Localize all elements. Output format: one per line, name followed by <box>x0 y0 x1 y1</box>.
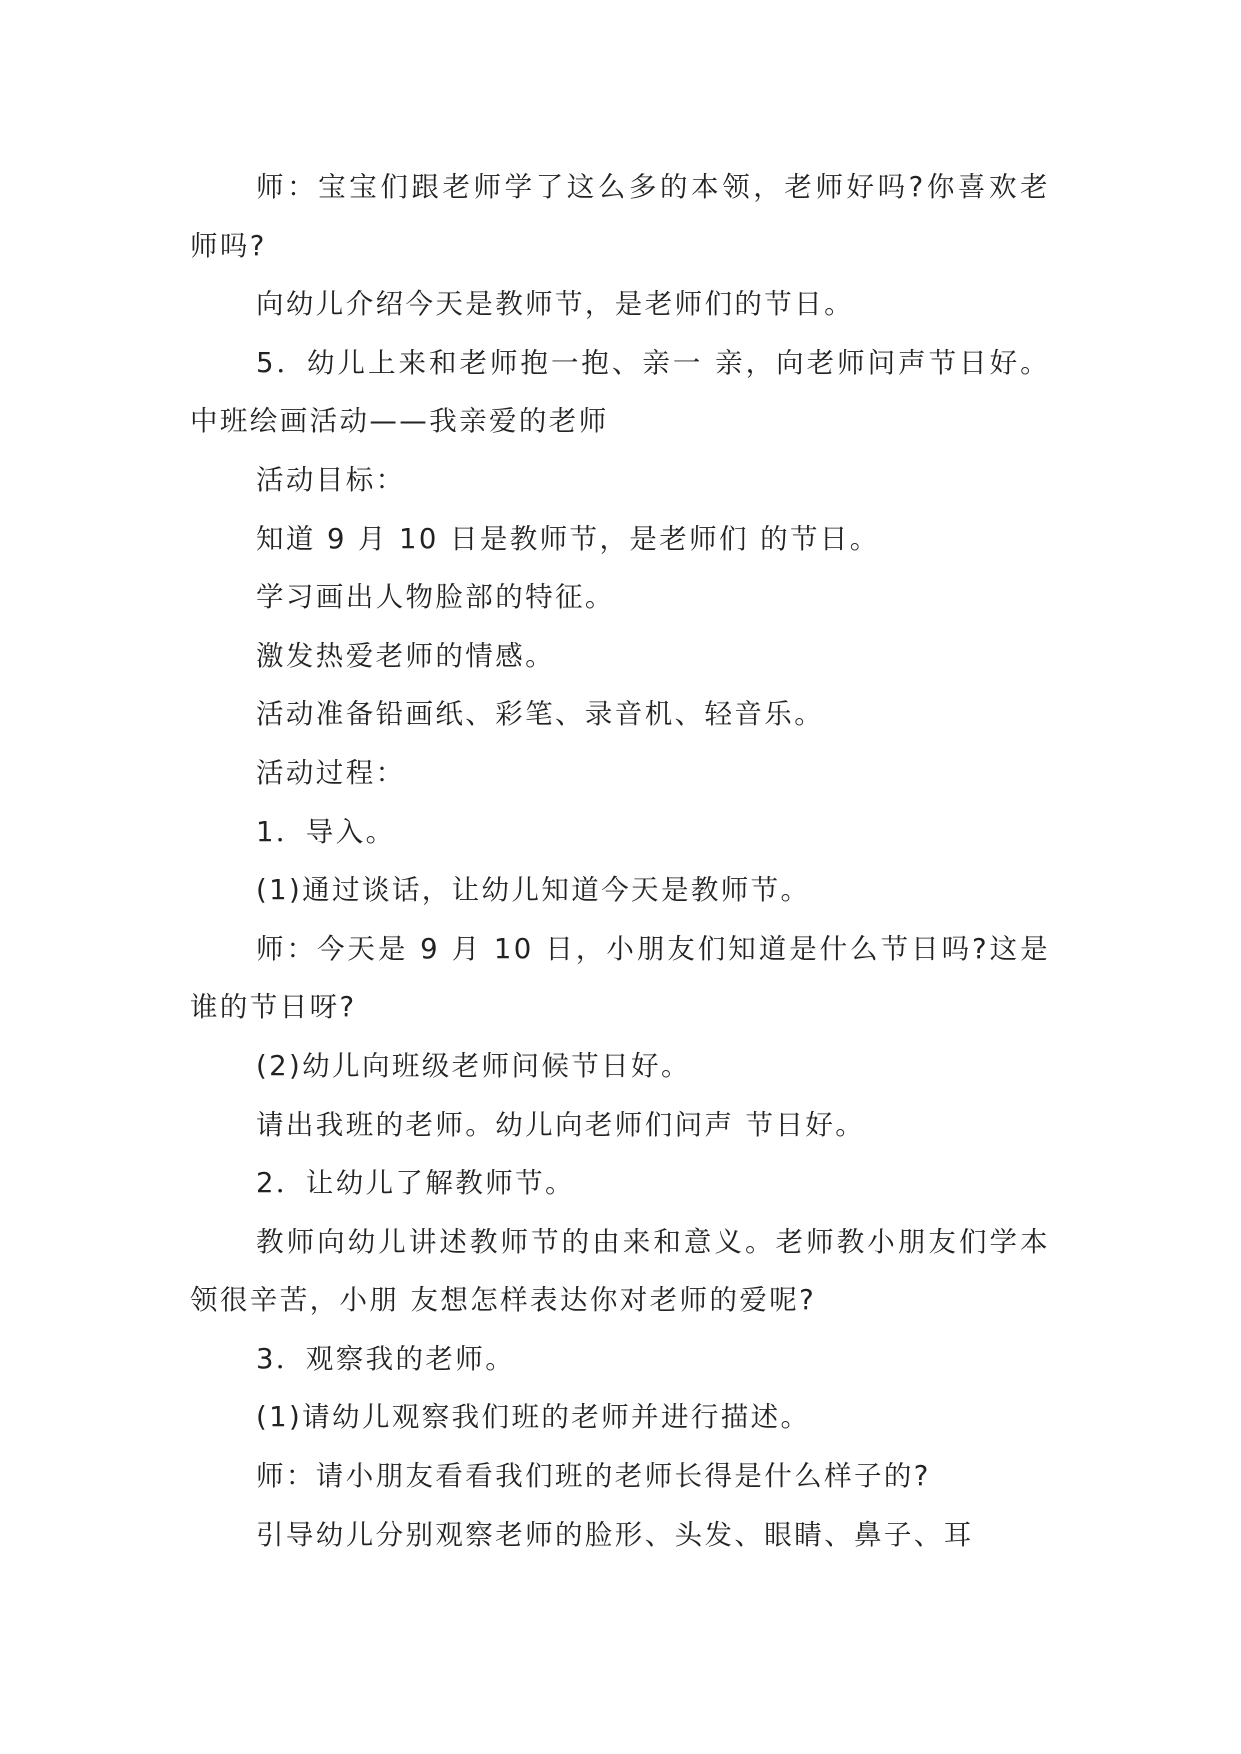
paragraph: 激发热爱老师的情感。 <box>256 639 555 672</box>
paragraph: 活动准备铅画纸、彩笔、录音机、轻音乐。 <box>256 698 825 731</box>
paragraph: 教师向幼儿讲述教师节的由来和意义。老师教小朋友们学本领很辛苦，小朋 友想怎样表达你对老师的爱呢? <box>190 1225 1050 1317</box>
paragraph: 请出我班的老师。幼儿向老师们问声 节日好。 <box>256 1108 866 1141</box>
paragraph: 师：今天是 9 月 10 日，小朋友们知道是什么节日吗?这是谁的节日呀? <box>190 932 1050 1024</box>
paragraph: (1)请幼儿观察我们班的老师并进行描述。 <box>256 1401 811 1434</box>
paragraph: 学习画出人物脸部的特征。 <box>256 581 615 614</box>
section-heading: 活动目标： <box>256 463 406 496</box>
paragraph: 知道 9 月 10 日是教师节，是老师们 的节日。 <box>256 522 880 555</box>
section-heading: 活动过程： <box>256 756 406 789</box>
step-heading: 2．让幼儿了解教师节。 <box>256 1167 575 1200</box>
paragraph: 5．幼儿上来和老师抱一抱、亲一 亲，向老师问声节日好。 中班绘画活动——我亲爱的老师 <box>190 346 1050 438</box>
paragraph: 引导幼儿分别观察老师的脸形、头发、眼睛、鼻子、耳 <box>256 1518 974 1551</box>
paragraph: 向幼儿介绍今天是教师节，是老师们的节日。 <box>256 288 854 321</box>
document-body <box>190 158 1050 1564</box>
paragraph: 师：请小朋友看看我们班的老师长得是什么样子的? <box>256 1460 931 1493</box>
paragraph: 师：宝宝们跟老师学了这么多的本领，老师好吗?你喜欢老师吗? <box>190 171 1050 262</box>
step-heading: 3．观察我的老师。 <box>256 1342 516 1375</box>
step-heading: 1．导入。 <box>256 815 396 848</box>
paragraph: (1)通过谈话，让幼儿知道今天是教师节。 <box>256 874 811 907</box>
paragraph: (2)幼儿向班级老师问候节日好。 <box>256 1049 691 1082</box>
